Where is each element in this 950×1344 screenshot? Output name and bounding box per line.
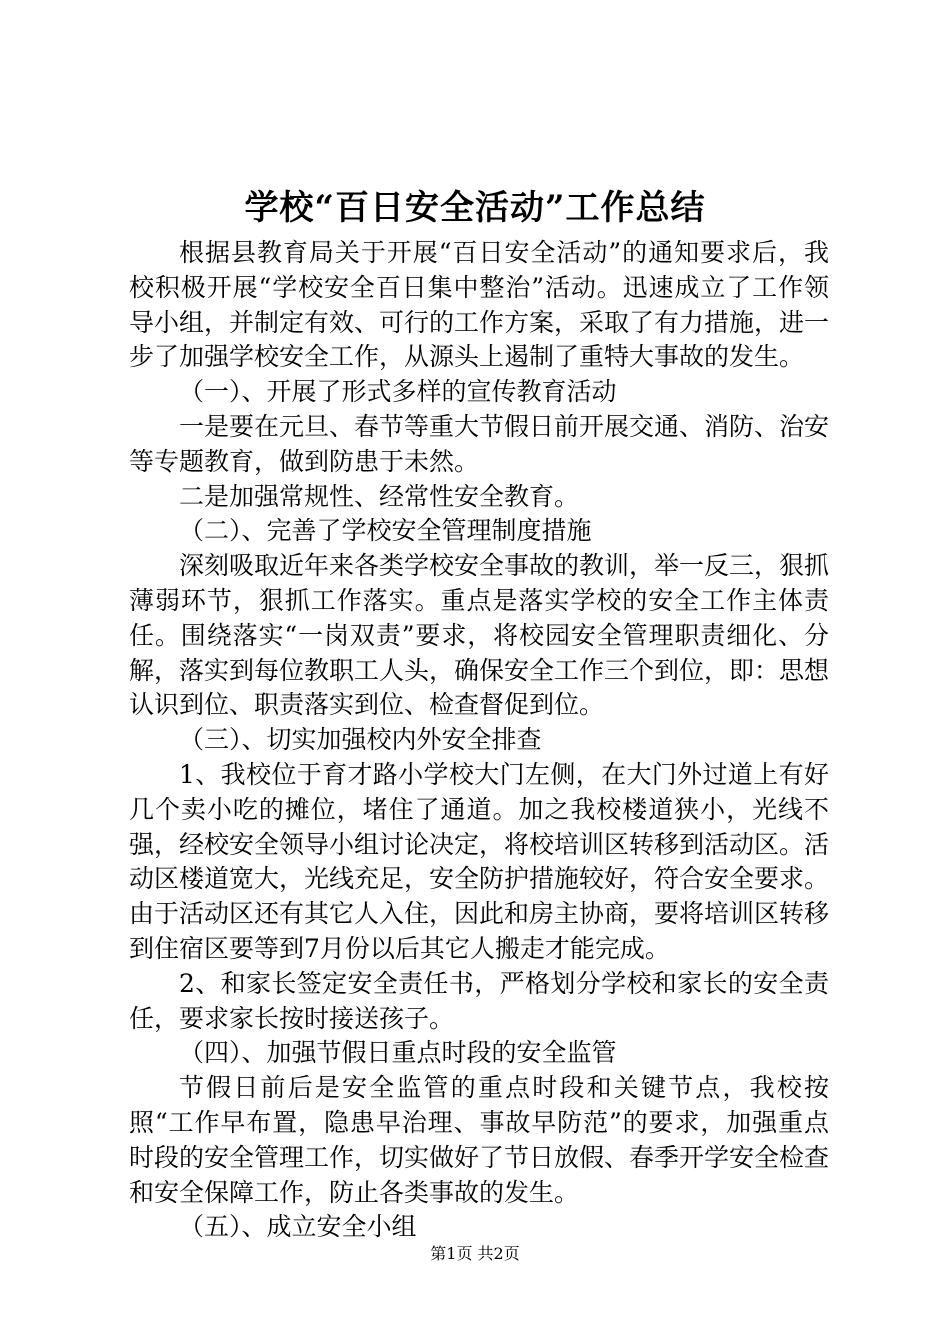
document-title: 学校“百日安全活动”工作总结 [244,188,706,228]
section-heading-4: （四）、加强节假日重点时段的安全监管 [179,1038,617,1068]
paragraph-2-1: 深刻吸取近年来各类学校安全事故的教训，举一反三，狠抓薄弱环节，狠抓工作落实。重点是落实学校的安全工作主体责任。围绕落实“一岗双责”要求，将校园安全管理职责细化、分解，落实到每位教职工人头，确保安全工作三个到位，即：思想认识到位、职责落实到位、检查督促到位。 [129,551,830,720]
section-heading-3: （三）、切实加强校内外安全排查 [179,725,542,755]
paragraph-3-2: 2、和家长签定安全责任书，严格划分学校和家长的安全责任，要求家长按时接送孩子。 [129,968,829,1033]
section-heading-1: （一）、开展了形式多样的宣传教育活动 [179,377,617,407]
paragraph-1-2: 二是加强常规性、经常性安全教育。 [179,481,580,511]
document-body [129,236,829,1245]
paragraph-4-1: 节假日前后是安全监管的重点时段和关键节点，我校按照“工作早布置，隐患早治理、事故早防范”的要求，加强重点时段的安全管理工作，切实做好了节日放假、春季开学安全检查和安全保障工作，防止各类事故的发生。 [129,1073,830,1207]
section-heading-2: （二）、完善了学校安全管理制度措施 [179,516,592,546]
paragraph-1-1: 一是要在元旦、春节等重大节假日前开展交通、消防、治安等专题教育，做到防患于未然。 [129,411,830,476]
page-number-footer: 第1页 共2页 [430,1244,520,1263]
paragraph-3-1: 1、我校位于育才路小学校大门左侧，在大门外过道上有好几个卖小吃的摊位，堵住了通道。加之我校楼道狭小，光线不强，经校安全领导小组讨论决定，将校培训区转移到活动区。活动区楼道宽大，光线充足，安全防护措施较好，符合安全要求。由于活动区还有其它人入住，因此和房主协商，要将培训区转移到住宿区要等到7月份以后其它人搬走才能完成。 [129,759,830,963]
paragraph-intro: 根据县教育局关于开展“百日安全活动”的通知要求后，我校积极开展“学校安全百日集中整治”活动。迅速成立了工作领导小组，并制定有效、可行的工作方案，采取了有力措施，进一步了加强学校安全工作，从源头上遏制了重特大事故的发生。 [129,238,830,372]
section-heading-5: （五）、成立安全小组 [179,1212,417,1242]
